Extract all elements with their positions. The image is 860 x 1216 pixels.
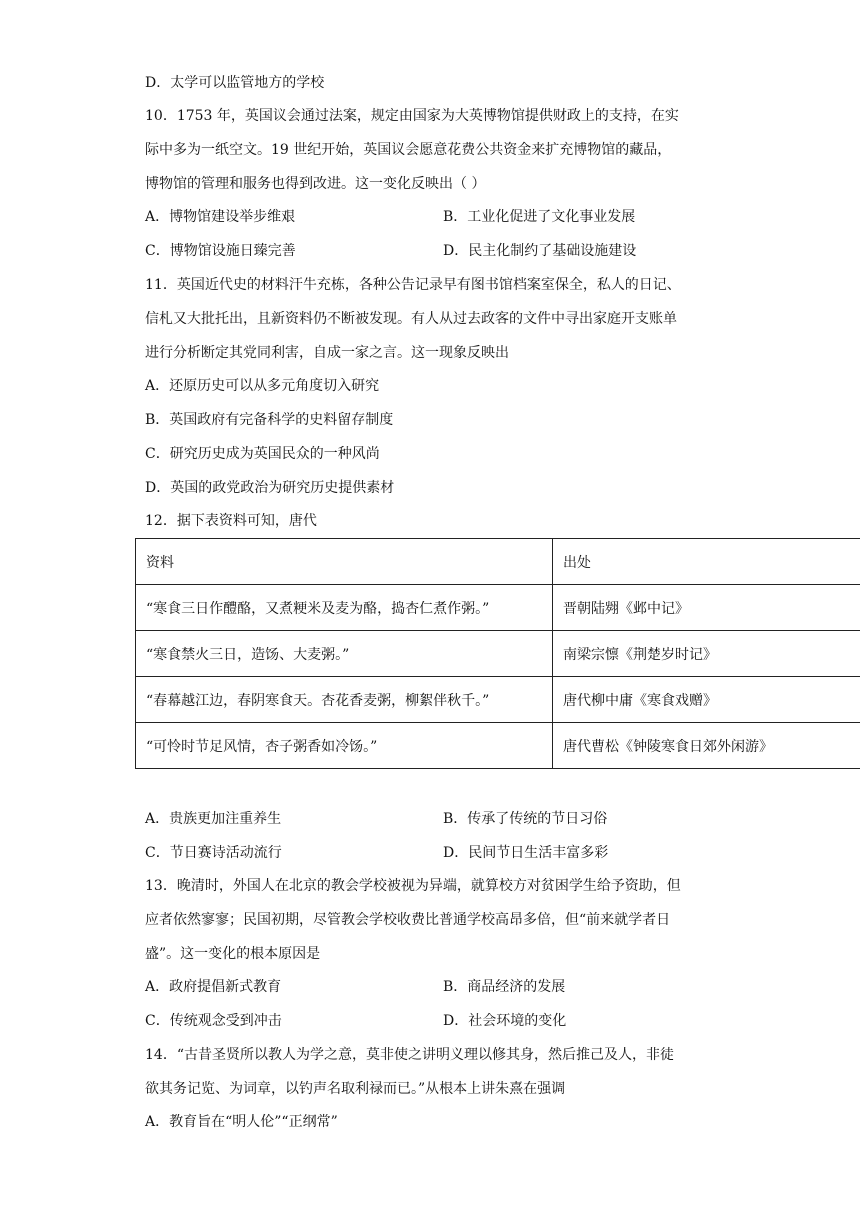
q14-stem-line-2: 欲其务记览、为词章，以钓声名取利禄而已。”从根本上讲朱熹在强调 bbox=[145, 1081, 566, 1097]
table-cell-source: 唐代柳中庸《寒食戏赠》 bbox=[553, 677, 860, 723]
q10-option-c: C．博物馆设施日臻完善 bbox=[145, 243, 296, 259]
q10-option-d: D．民主化制约了基础设施建设 bbox=[443, 243, 637, 259]
q11-option-d: D．英国的政党政治为研究历史提供素材 bbox=[145, 480, 395, 496]
table-row bbox=[136, 677, 860, 723]
q13-option-b: B．商品经济的发展 bbox=[443, 979, 566, 995]
table-row bbox=[136, 585, 860, 631]
q12-option-c: C．节日赛诗活动流行 bbox=[145, 845, 282, 861]
q13-stem-line-3: 盛”。这一变化的根本原因是 bbox=[145, 946, 321, 962]
table-cell-source: 南梁宗懔《荆楚岁时记》 bbox=[553, 631, 860, 677]
q10-stem-line-3: 博物馆的管理和服务也得到改进。这一变化反映出（ ） bbox=[145, 176, 486, 192]
q10-stem-line-1: 10．1753 年，英国议会通过法案，规定由国家为大英博物馆提供财政上的支持，在实 bbox=[145, 108, 679, 124]
table-cell-source: 唐代曹松《钟陵寒食日郊外闲游》 bbox=[553, 723, 860, 769]
q11-stem-line-1: 11．英国近代史的材料汗牛充栋，各种公告记录早有图书馆档案室保全，私人的日记、 bbox=[145, 277, 681, 293]
table-cell-material: “寒食禁火三日，造饧、大麦粥。” bbox=[136, 631, 553, 677]
table-row bbox=[136, 723, 860, 769]
q10-option-b: B．工业化促进了文化事业发展 bbox=[443, 209, 636, 225]
q12-option-a: A．贵族更加注重养生 bbox=[145, 811, 282, 827]
table-header-cell: 资料 bbox=[136, 539, 553, 585]
table-header-cell: 出处 bbox=[553, 539, 860, 585]
q13-option-a: A．政府提倡新式教育 bbox=[145, 979, 282, 995]
q13-stem-line-1: 13．晚清时，外国人在北京的教会学校被视为异端，就算校方对贫困学生给予资助，但 bbox=[145, 878, 681, 894]
q12-option-d: D．民间节日生活丰富多彩 bbox=[443, 845, 609, 861]
q10-stem-line-2: 际中多为一纸空文。19 世纪开始，英国议会愿意花费公共资金来扩充博物馆的藏品， bbox=[145, 142, 672, 158]
q12-stem: 12．据下表资料可知，唐代 bbox=[145, 513, 317, 529]
table-cell-material: “可怜时节足风情，杏子粥香如冷饧。” bbox=[136, 723, 553, 769]
table-cell-material: “春幕越江边，春阴寒食天。杏花香麦粥，柳絮伴秋千。” bbox=[136, 677, 553, 723]
q11-option-b: B．英国政府有完备科学的史料留存制度 bbox=[145, 412, 394, 428]
q11-option-c: C．研究历史成为英国民众的一种风尚 bbox=[145, 446, 380, 462]
q12-option-b: B．传承了传统的节日习俗 bbox=[443, 811, 608, 827]
table-cell-material: “寒食三日作醴酪，又煮粳米及麦为酪，捣杏仁煮作粥。” bbox=[136, 585, 553, 631]
q12-source-table bbox=[135, 538, 860, 769]
table-cell-source: 晋朝陆翙《邺中记》 bbox=[553, 585, 860, 631]
q13-stem-line-2: 应者依然寥寥；民国初期，尽管教会学校收费比普通学校高昂多倍，但“前来就学者日 bbox=[145, 912, 671, 928]
table-row bbox=[136, 631, 860, 677]
q9-option-d: D．太学可以监管地方的学校 bbox=[145, 75, 325, 91]
q14-stem-line-1: 14．“古昔圣贤所以教人为学之意，莫非使之讲明义理以修其身，然后推己及人，非徒 bbox=[145, 1047, 674, 1063]
q11-stem-line-3: 进行分析断定其党同利害，自成一家之言。这一现象反映出 bbox=[145, 345, 509, 361]
q10-option-a: A．博物馆建设举步维艰 bbox=[145, 209, 296, 225]
q11-stem-line-2: 信札又大批托出，且新资料仍不断被发现。有人从过去政客的文件中寻出家庭开支账单 bbox=[145, 311, 677, 327]
q14-option-a: A．教育旨在“明人伦”“正纲常” bbox=[145, 1114, 338, 1130]
q13-option-d: D．社会环境的变化 bbox=[443, 1013, 567, 1029]
q13-option-c: C．传统观念受到冲击 bbox=[145, 1013, 282, 1029]
table-header-row bbox=[136, 539, 860, 585]
q11-option-a: A．还原历史可以从多元角度切入研究 bbox=[145, 378, 380, 394]
